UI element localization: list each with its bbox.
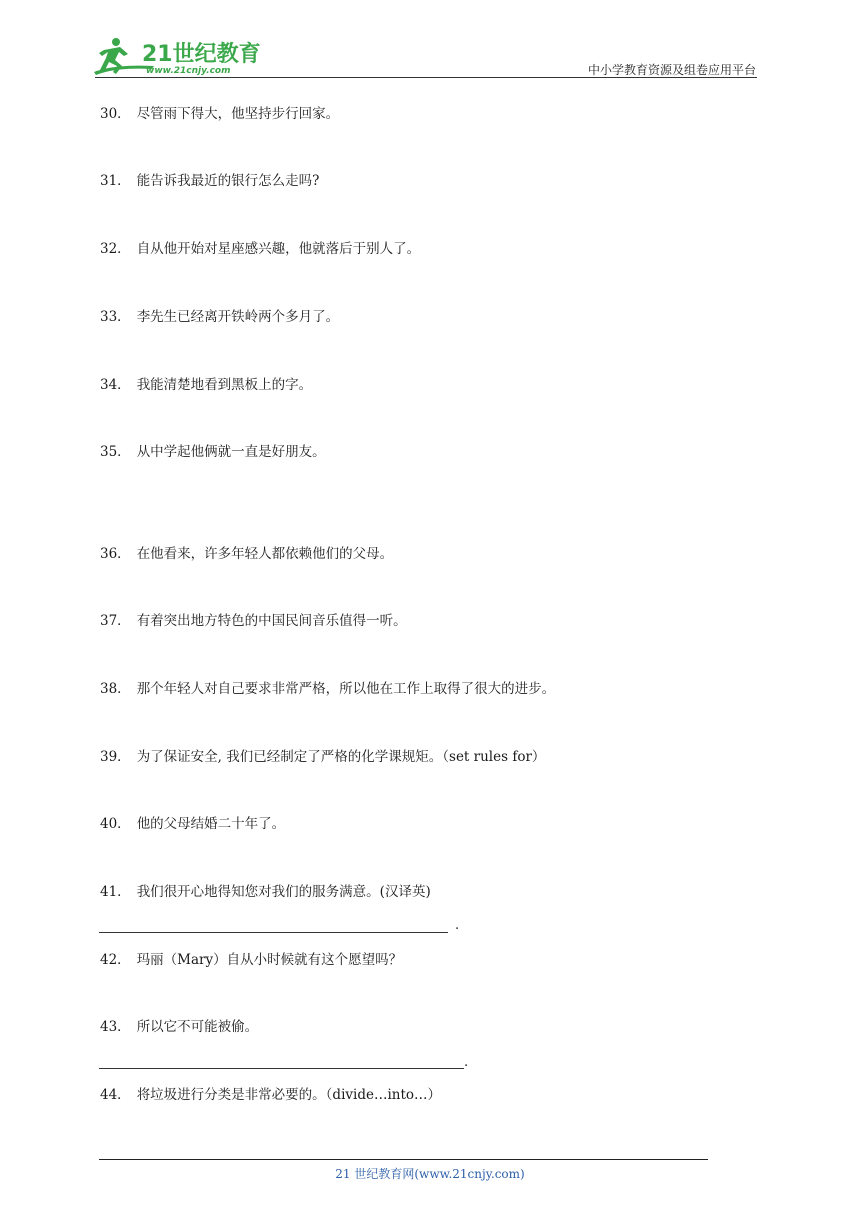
question-30: 30． 尽管雨下得大，他坚持步行回家。: [100, 106, 340, 122]
answer-blank-41[interactable]: [99, 932, 448, 933]
question-39: 39． 为了保证安全, 我们已经制定了严格的化学课规矩。（set rules for）: [100, 749, 546, 765]
logo-wordmark: 21世纪教育: [142, 42, 261, 67]
question-32: 32． 自从他开始对星座感兴趣，他就落后于别人了。: [100, 241, 421, 257]
logo-url: www.21cnjy.com: [146, 66, 231, 76]
footer-divider: [99, 1159, 708, 1160]
answer-blank-43[interactable]: [99, 1068, 464, 1069]
question-36: 36． 在他看来，许多年轻人都依赖他们的父母。: [100, 546, 394, 562]
question-43: 43． 所以它不可能被偷。: [100, 1019, 259, 1035]
site-logo: [94, 36, 264, 78]
question-37: 37． 有着突出地方特色的中国民间音乐值得一听。: [100, 613, 407, 629]
answer-end-mark-41: .: [455, 918, 460, 933]
header-divider: [95, 77, 757, 78]
question-35: 35． 从中学起他俩就一直是好朋友。: [100, 444, 326, 460]
question-40: 40． 他的父母结婚二十年了。: [100, 816, 286, 832]
footer-link[interactable]: 21 世纪教育网(www.21cnjy.com): [335, 1167, 525, 1181]
question-44: 44． 将垃圾进行分类是非常必要的。（divide…into…）: [100, 1087, 442, 1103]
question-31: 31． 能告诉我最近的银行怎么走吗?: [100, 173, 320, 189]
question-33: 33． 李先生已经离开铁岭两个多月了。: [100, 309, 340, 325]
header-platform-title: 中小学教育资源及组卷应用平台: [587, 63, 756, 77]
question-41: 41． 我们很开心地得知您对我们的服务满意。(汉译英): [100, 884, 431, 900]
question-34: 34． 我能清楚地看到黑板上的字。: [100, 377, 313, 393]
question-42: 42． 玛丽（Mary）自从小时候就有这个愿望吗？: [100, 952, 403, 968]
answer-end-mark-43: .: [464, 1055, 469, 1070]
question-38: 38． 那个年轻人对自己要求非常严格，所以他在工作上取得了很大的进步。: [100, 681, 556, 697]
